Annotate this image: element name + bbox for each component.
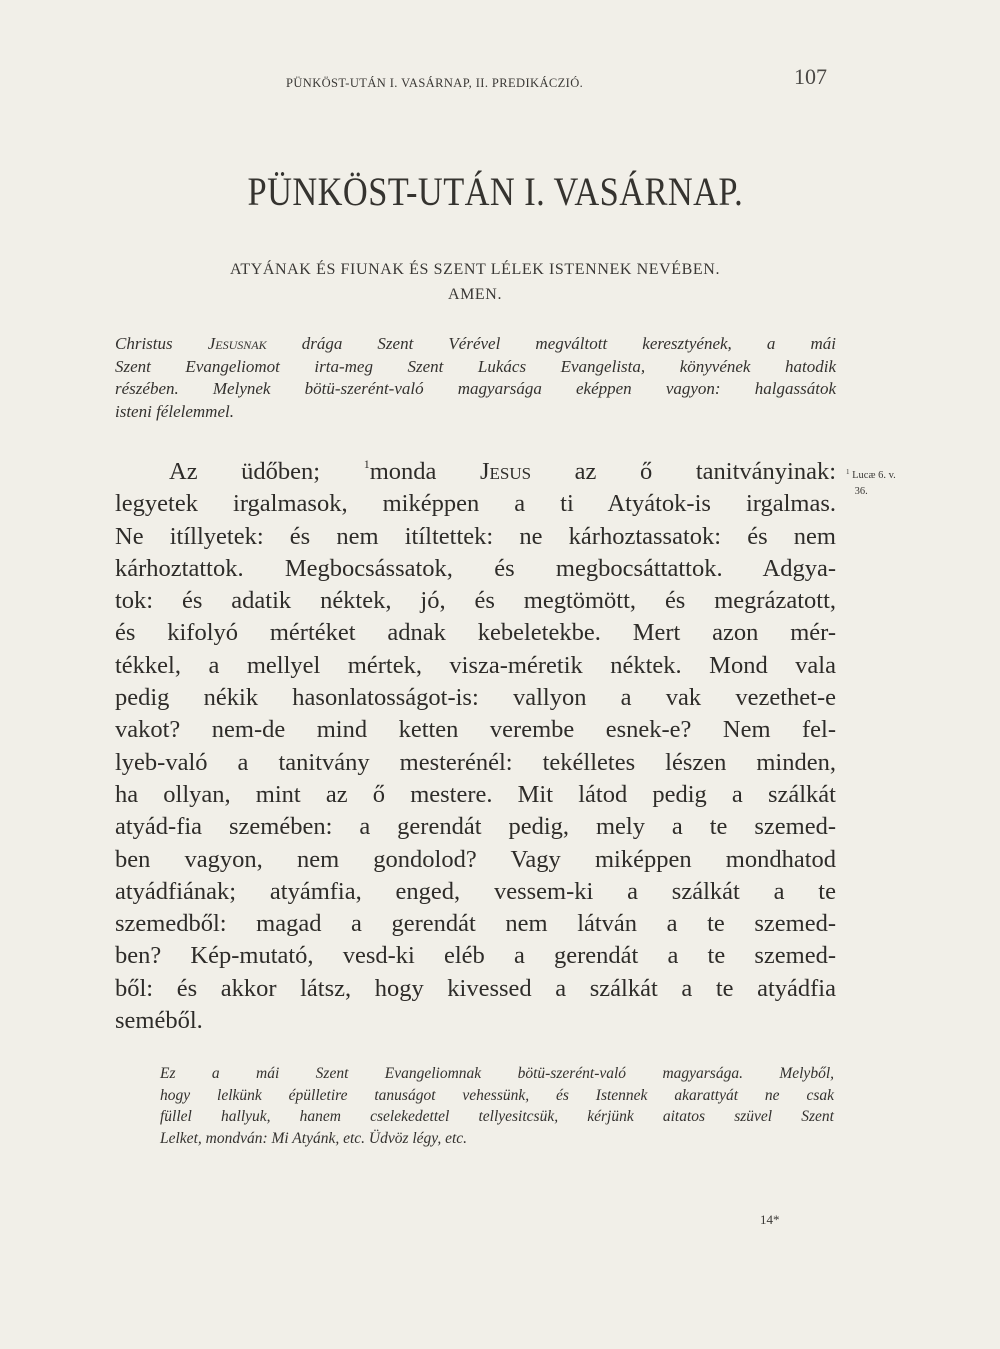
margin-reference-text: Lucæ 6. v. [852,470,896,481]
margin-reference-line-1 [846,464,896,484]
signature-mark: 14* [760,1212,780,1227]
footnote-marker: 1 [363,457,370,471]
intro-text: drága Szent Vérével megváltott keresztyének, a mái [266,334,836,353]
gospel-line-6: és kifolyó mértéket adnak kebeletekbe. Mert azon mér- [115,619,836,647]
margin-reference-line-2: 36. [854,486,868,497]
running-head: PÜNKÖST-UTÁN I. VASÁRNAP, II. PREDIKÁCZIÓ. [286,76,584,90]
closing-line-2: hogy lelkünk épülletire tanuságot vehessünk, és Istennek akarattyát ne csak [160,1086,834,1104]
gospel-line-1 [115,456,836,488]
intro-line-3: részében. Melynek bötü-szerént-való magyarsága eképpen vagyon: halgassátok [115,379,836,398]
intro-line-4: isteni félelemmel. [115,401,234,421]
intro-name-jesus: Jesusnak [207,334,267,353]
intro-text: Christus [115,334,208,353]
closing-paragraph [160,1063,834,1149]
gospel-line-10: lyeb-való a tanitvány mesterénél: tekélletes lészen minden, [115,748,836,776]
gospel-text-segment: monda [369,458,480,485]
gospel-line-11: ha ollyan, mint az ő mestere. Mit látod pedig a szálkát [115,780,836,808]
closing-line-4: Lelket, mondván: Mi Atyánk, etc. Üdvöz légy, etc. [160,1129,468,1147]
gospel-line-13: ben vagyon, nem gondolod? Vagy miképpen mondhatod [115,845,836,873]
gospel-line-7: tékkel, a mellyel mértek, visza-méretik néktek. Mond vala [115,651,836,679]
gospel-text-segment: Az üdőben; [169,458,364,485]
gospel-name-jesus: Jesus [479,458,532,485]
invocation-line-1: ATYÁNAK ÉS FIUNAK ÉS SZENT LÉLEK ISTENNEK NEVÉBEN. [229,261,721,278]
gospel-line-4: kárhoztattok. Megbocsássatok, és megbocsáttattok. Adgya- [115,554,836,582]
gospel-line-15: szemedből: magad a gerendát nem látván a te szemed- [115,910,836,938]
page-title: PÜNKÖST-UTÁN I. VASÁRNAP. [247,169,744,214]
gospel-line-5: tok: és adatik néktek, jó, és megtömött, és megrázatott, [115,587,836,615]
closing-line-3: füllel hallyuk, hanem cselekedettel tellyesitcsük, kérjünk aitatos szüvel Szent [160,1108,834,1125]
intro-line-2: Szent Evangeliomot irta-meg Szent Lukács Evangelista, könyvének hatodik [115,356,836,376]
gospel-line-16: ben? Kép-mutató, vesd-ki eléb a gerendát a te szemed- [115,942,836,970]
closing-line-1: Ez a mái Szent Evangeliomnak bötü-szerént-való magyarsága. Melyből, [160,1065,834,1082]
margin-footnote-marker: 1 [846,468,850,476]
gospel-line-9: vakot? nem-de mind ketten verembe esnek-e? Nem fel- [115,716,836,744]
gospel-line-12: atyád-fia szemében: a gerendát pedig, mely a te szemed- [115,813,836,841]
intro-line-1 [115,333,836,356]
gospel-text-segment: az ő tanitványinak: [531,458,837,485]
page-number: 107 [794,64,827,89]
intro-paragraph [115,333,836,423]
gospel-line-17: ből: és akkor látsz, hogy kivessed a szálkát a te atyádfia [115,974,836,1002]
gospel-line-3: Ne itíllyetek: és nem itíltettek: ne kárhoztassatok: és nem [115,522,836,550]
gospel-line-18: seméből. [115,1007,203,1035]
gospel-line-8: pedig nékik hasonlatosságot-is: vallyon a vak vezethet-e [115,684,836,712]
margin-reference [846,464,896,500]
gospel-line-14: atyádfiának; atyámfia, enged, vessem-ki a szálkát a te [115,877,836,905]
invocation [110,257,840,307]
invocation-line-2: AMEN. [447,286,503,303]
gospel-line-2: legyetek irgalmasok, miképpen a ti Atyátok-is irgalmas. [115,490,836,518]
gospel-text [115,456,836,1037]
